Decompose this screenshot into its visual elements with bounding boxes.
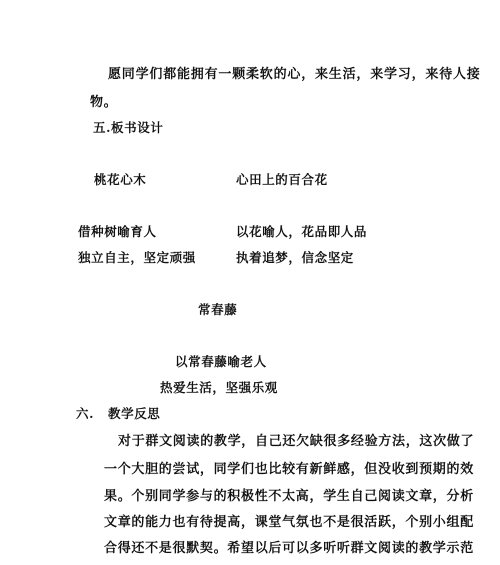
board-left-title: 桃花心木 [94,172,147,187]
section-6-number: 六. [76,406,95,421]
intro-line-2: 物。 [90,95,118,110]
board-right-line-2: 执着追梦，信念坚定 [236,250,354,265]
board-left-line-1: 借种树喻育人 [78,224,157,239]
reflection-line-3: 果。个别同学参与的积极性不太高，学生自己阅读文章，分析 [104,489,474,504]
board-right-line-1: 以花喻人，花品即人品 [236,224,368,239]
section-6-heading: 教学反思 [108,406,161,421]
section-5-heading: 五.板书设计 [93,120,164,135]
reflection-line-4: 文章的能力也有待提高，课堂气氛也不是很活跃，个别小组配 [104,515,474,530]
intro-line-1: 愿同学们都能拥有一颗柔软的心，来生活，来学习，来待人接 [108,67,481,82]
reflection-line-2: 一个大胆的尝试，同学们也比较有新鲜感，但没收到预期的效 [104,462,474,477]
reflection-line-1: 对于群文阅读的教学，自己还欠缺很多经验方法，这次做了 [118,434,475,449]
board-center-title: 常春藤 [198,302,238,317]
board-left-line-2: 独立自主，坚定顽强 [78,250,196,265]
reflection-line-5: 合得还不是很默契。希望以后可以多听听群文阅读的教学示范 [104,541,474,556]
board-right-title: 心田上的百合花 [236,172,328,187]
board-center-line-1: 以常春藤喻老人 [175,354,267,369]
board-center-line-2: 热爱生活，坚强乐观 [160,380,278,395]
